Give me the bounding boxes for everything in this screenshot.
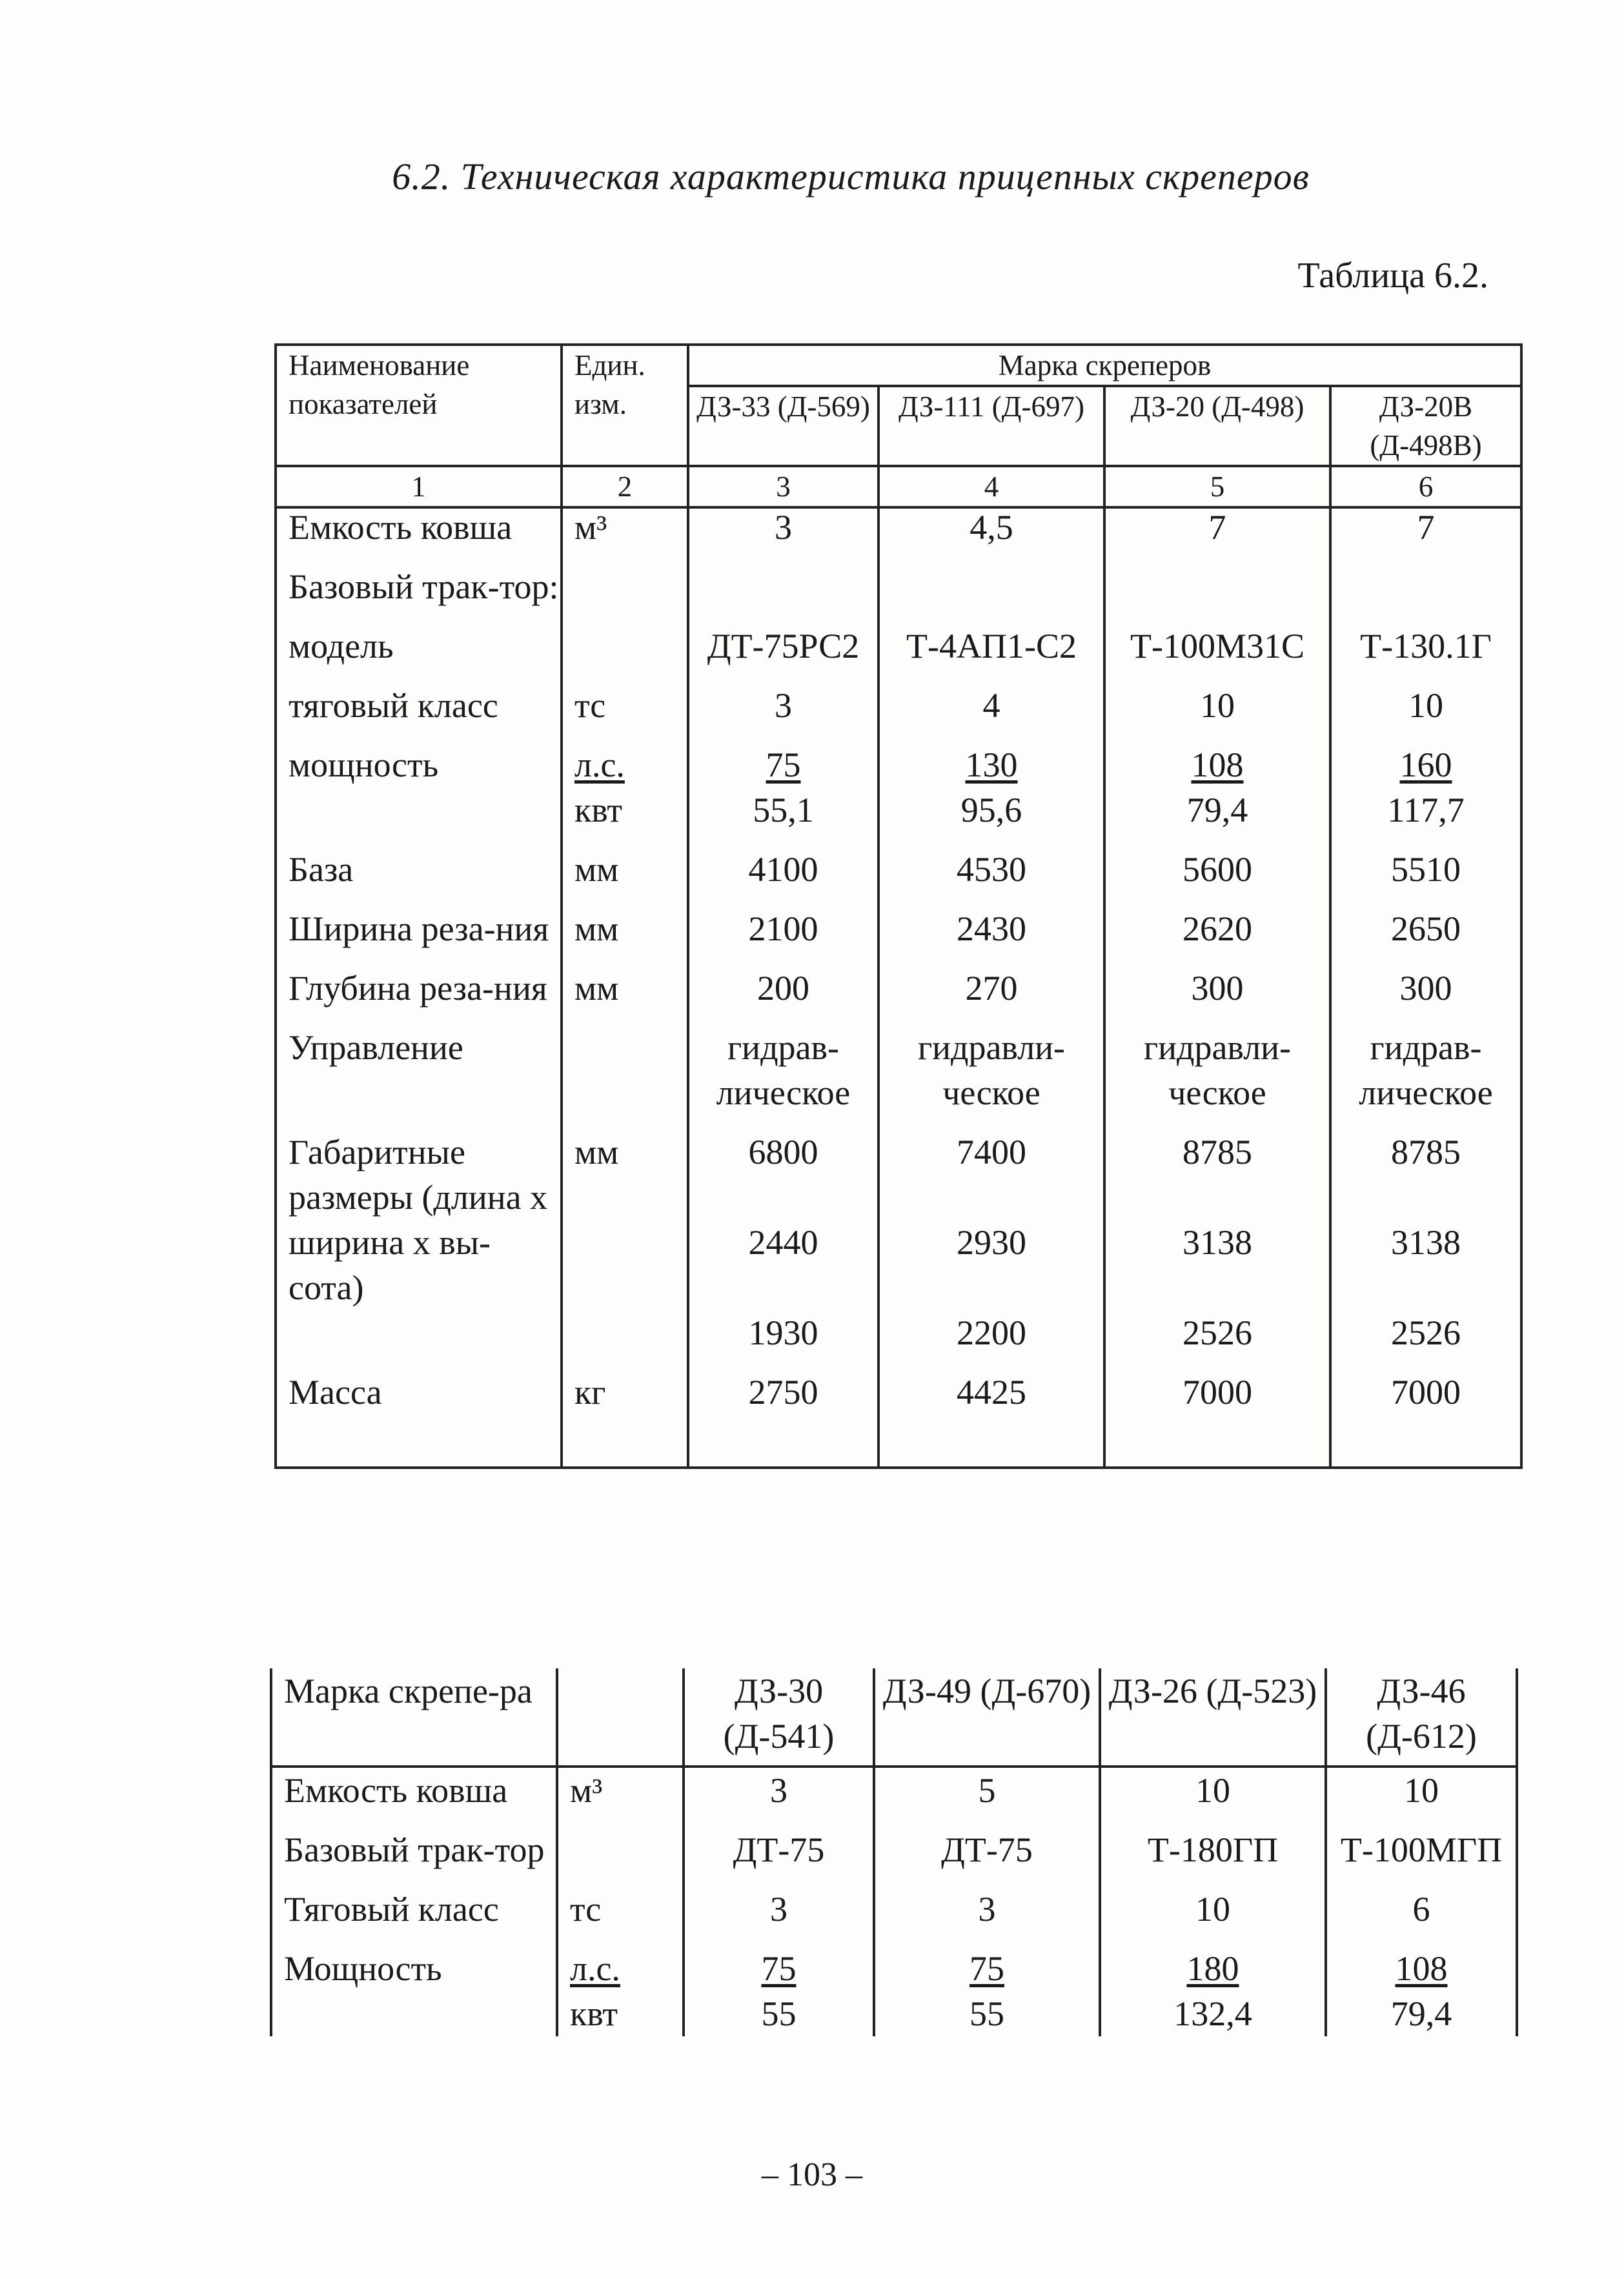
cell-value: гидрав-лическое <box>688 1025 878 1115</box>
column-number: 5 <box>1104 466 1330 507</box>
cell-value: 4 <box>878 683 1104 728</box>
row-unit: тс <box>562 683 688 728</box>
table-row <box>276 623 1521 669</box>
row-unit: мм <box>562 906 688 951</box>
cell-value: 3 <box>688 683 878 728</box>
row-unit-top: л.с. <box>570 1949 620 1988</box>
header-unit-column: Един. изм. <box>562 345 688 466</box>
row-unit-bottom: квт <box>570 1994 618 2033</box>
row-unit-top: л.с. <box>574 745 625 784</box>
cell-value: гидравли-ческое <box>878 1025 1104 1115</box>
table-row <box>271 1668 1517 1767</box>
page-number: – 103 – <box>762 2156 862 2193</box>
cell-height: 2526 <box>1182 1313 1252 1352</box>
table-row <box>276 1129 1521 1355</box>
cell-value: 7 <box>1104 505 1330 550</box>
cell-value: 10 <box>1330 683 1521 728</box>
table-row <box>276 966 1521 1011</box>
cell-value-bottom: 132,4 <box>1173 1994 1252 2033</box>
second-brand: ДЗ-26 (Д-523) <box>1100 1668 1326 1767</box>
row-unit: тс <box>557 1887 684 1932</box>
table-row <box>271 1767 1517 1813</box>
cell-value: 3 <box>688 505 878 550</box>
table-second <box>270 1668 1518 2036</box>
cell-value: 200 <box>688 966 878 1011</box>
row-unit: мм <box>562 1129 688 1355</box>
column-number: 1 <box>276 466 562 507</box>
row-name: модель <box>276 623 562 669</box>
cell-value-bottom: 55 <box>969 1994 1004 2033</box>
cell-value: Т-4АП1-С2 <box>878 623 1104 669</box>
cell-value: 7000 <box>1104 1370 1330 1468</box>
header-brand: ДЗ-20В (Д-498В) <box>1330 386 1521 466</box>
column-number: 4 <box>878 466 1104 507</box>
row-name: мощность <box>276 742 562 833</box>
second-brand: ДЗ-46 (Д-612) <box>1326 1668 1517 1767</box>
cell-value-bottom: 55,1 <box>753 791 814 829</box>
cell-value: 6 <box>1326 1887 1517 1932</box>
row-unit-bottom: квт <box>574 791 622 829</box>
cell-value: Т-100М31С <box>1104 623 1330 669</box>
second-brand-label: Марка скрепе-ра <box>271 1668 557 1767</box>
cell-value-top: 108 <box>1395 1949 1448 1988</box>
cell-value: 2650 <box>1330 906 1521 951</box>
table-row <box>276 1025 1521 1115</box>
cell-value: гидравли-ческое <box>1104 1025 1330 1115</box>
second-brand: ДЗ-30 (Д-541) <box>684 1668 874 1767</box>
header-brand: ДЗ-33 (Д-569) <box>688 386 878 466</box>
cell-value-top: 180 <box>1186 1949 1239 1988</box>
table-header <box>274 343 1523 509</box>
cell-length: 6800 <box>748 1133 818 1171</box>
row-unit: мм <box>562 966 688 1011</box>
header-name-column: Наименование показателей <box>276 345 562 466</box>
row-unit: м³ <box>562 505 688 550</box>
cell-width: 3138 <box>1182 1223 1252 1262</box>
cell-value: Т-100МГП <box>1326 1827 1517 1872</box>
table-row <box>276 906 1521 951</box>
cell-value: 10 <box>1104 683 1330 728</box>
cell-value: 10 <box>1100 1767 1326 1813</box>
column-number: 6 <box>1330 466 1521 507</box>
cell-value: ДТ-75 <box>684 1827 874 1872</box>
cell-value: Т-180ГП <box>1100 1827 1326 1872</box>
table-row <box>276 847 1521 892</box>
row-name: Базовый трак-тор <box>271 1827 557 1872</box>
table-row <box>271 1887 1517 1932</box>
cell-width: 2440 <box>748 1223 818 1262</box>
row-unit: мм <box>562 847 688 892</box>
row-name: Габаритные размеры (длина х ширина х вы-сота) <box>276 1129 562 1355</box>
row-name: Мощность <box>271 1946 557 2036</box>
cell-value: 5510 <box>1330 847 1521 892</box>
cell-value-bottom: 117,7 <box>1387 791 1465 829</box>
row-name: Управление <box>276 1025 562 1115</box>
cell-height: 1930 <box>748 1313 818 1352</box>
header-brand: ДЗ-111 (Д-697) <box>878 386 1104 466</box>
header-brand: ДЗ-20 (Д-498) <box>1104 386 1330 466</box>
row-name: тяговый класс <box>276 683 562 728</box>
cell-value: 3 <box>874 1887 1100 1932</box>
row-name: Масса <box>276 1370 562 1468</box>
cell-width: 3138 <box>1391 1223 1461 1262</box>
cell-value: Т-130.1Г <box>1330 623 1521 669</box>
cell-value: 2620 <box>1104 906 1330 951</box>
column-number: 2 <box>562 466 688 507</box>
table-row <box>276 564 1521 609</box>
cell-height: 2526 <box>1391 1313 1461 1352</box>
cell-value: 270 <box>878 966 1104 1011</box>
cell-value: 10 <box>1100 1887 1326 1932</box>
table-main <box>274 505 1523 1469</box>
header-brand-group: Марка скреперов <box>688 345 1521 386</box>
table-label: Таблица 6.2. <box>1297 256 1488 296</box>
cell-value: ДТ-75 <box>874 1827 1100 1872</box>
cell-value: 2430 <box>878 906 1104 951</box>
cell-height: 2200 <box>957 1313 1026 1352</box>
section-heading: 6.2. Техническая характеристика прицепных скреперов <box>392 156 1310 198</box>
row-name: Глубина реза-ния <box>276 966 562 1011</box>
column-number: 3 <box>688 466 878 507</box>
table-row <box>276 683 1521 728</box>
cell-value-top: 130 <box>965 745 1018 784</box>
row-name: Тяговый класс <box>271 1887 557 1932</box>
cell-value-bottom: 79,4 <box>1390 1994 1452 2033</box>
cell-value: 7 <box>1330 505 1521 550</box>
cell-length: 8785 <box>1391 1133 1461 1171</box>
cell-width: 2930 <box>957 1223 1026 1262</box>
cell-value: 4530 <box>878 847 1104 892</box>
cell-value: 5 <box>874 1767 1100 1813</box>
row-name: Ширина реза-ния <box>276 906 562 951</box>
cell-value: 4425 <box>878 1370 1104 1468</box>
cell-value: 5600 <box>1104 847 1330 892</box>
cell-value: 300 <box>1330 966 1521 1011</box>
table-row <box>276 742 1521 833</box>
cell-value: 4,5 <box>878 505 1104 550</box>
cell-value-top: 75 <box>969 1949 1004 1988</box>
table-row <box>276 1370 1521 1468</box>
cell-value-top: 75 <box>766 745 801 784</box>
table-row <box>271 1946 1517 2036</box>
cell-value: гидрав-лическое <box>1330 1025 1521 1115</box>
cell-value-top: 108 <box>1191 745 1244 784</box>
cell-value: 2100 <box>688 906 878 951</box>
table-row <box>271 1827 1517 1872</box>
row-name: База <box>276 847 562 892</box>
table-row <box>276 505 1521 550</box>
cell-value: 3 <box>684 1887 874 1932</box>
row-name: Базовый трак-тор: <box>276 564 562 609</box>
cell-value: 10 <box>1326 1767 1517 1813</box>
row-unit: м³ <box>557 1767 684 1813</box>
row-unit: кг <box>562 1370 688 1468</box>
cell-value: 3 <box>684 1767 874 1813</box>
cell-value-bottom: 79,4 <box>1186 791 1248 829</box>
cell-value: 4100 <box>688 847 878 892</box>
cell-value-top: 75 <box>761 1949 797 1988</box>
second-brand: ДЗ-49 (Д-670) <box>874 1668 1100 1767</box>
row-name: Емкость ковша <box>271 1767 557 1813</box>
cell-length: 7400 <box>957 1133 1026 1171</box>
cell-value-bottom: 95,6 <box>960 791 1022 829</box>
cell-length: 8785 <box>1182 1133 1252 1171</box>
cell-value: 300 <box>1104 966 1330 1011</box>
cell-value: 2750 <box>688 1370 878 1468</box>
cell-value: ДТ-75РС2 <box>688 623 878 669</box>
cell-value: 7000 <box>1330 1370 1521 1468</box>
cell-value-bottom: 55 <box>761 1994 797 2033</box>
row-name: Емкость ковша <box>276 505 562 550</box>
cell-value-top: 160 <box>1399 745 1452 784</box>
